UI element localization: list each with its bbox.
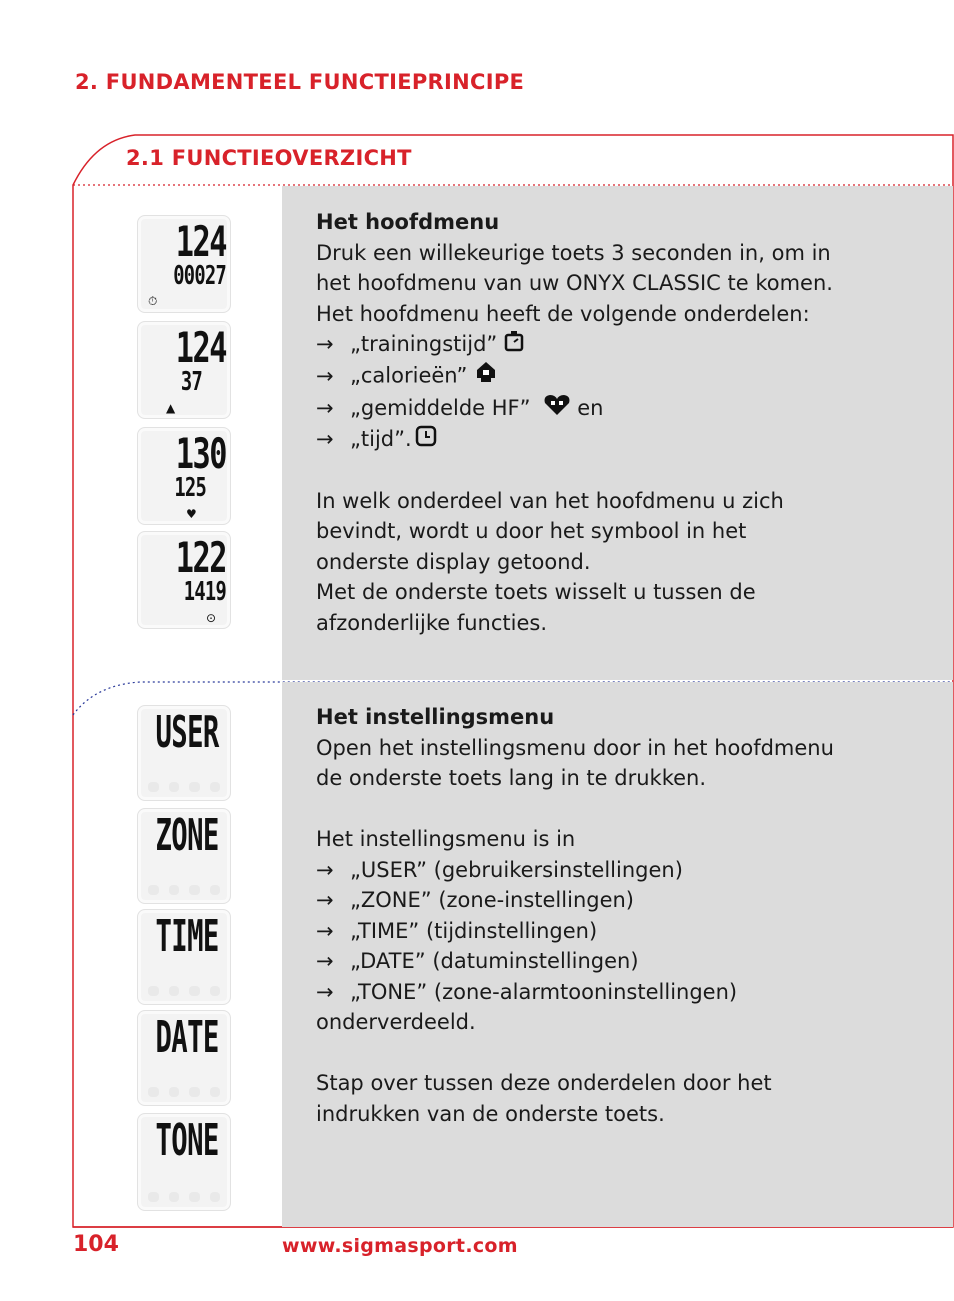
stopwatch-icon (503, 330, 525, 361)
settings-menu-item (316, 946, 876, 977)
settings-menu-item (316, 885, 876, 916)
main-menu-body-line: bevindt, wordt u door het symbool in het (316, 519, 747, 544)
main-menu-body-line: In welk onderdeel van het hoofdmenu u zich (316, 488, 784, 513)
main-menu-body-line: afzonderlijke functies. (316, 610, 547, 635)
display-top-value: 124 (175, 217, 226, 266)
display-segments (148, 1087, 220, 1097)
display-main-time (137, 531, 231, 629)
settings-menu-item-label: „DATE” (datuminstellingen) (350, 949, 639, 973)
main-menu-intro-line: Het hoofdmenu heeft de volgende onderdelen: (316, 301, 810, 326)
display-word: ZONE (155, 810, 219, 861)
display-main-training-time (137, 215, 231, 313)
section-title: 2.1 FUNCTIEOVERZICHT (126, 146, 412, 170)
display-segments (148, 986, 220, 996)
arrow-icon: → (316, 332, 334, 356)
page-number: 104 (73, 1232, 119, 1257)
display-bottom-value: 37 (180, 367, 202, 397)
arrow-icon: → (316, 949, 334, 973)
display-bottom-value: 1419 (183, 577, 226, 607)
main-menu-item (316, 329, 876, 360)
heart-icon (543, 394, 571, 425)
arrow-icon: → (316, 888, 334, 912)
display-settings-date (137, 1010, 231, 1106)
main-menu-text (316, 207, 876, 638)
clock-icon (415, 425, 437, 456)
settings-menu-item-label: „TONE” (zone-alarmtooninstellingen) (350, 979, 738, 1004)
main-menu-item-label: „calorieën” (350, 363, 468, 388)
main-menu-body-line: Met de onderste toets wisselt u tussen de (316, 580, 756, 605)
settings-menu-item-label: „ZONE” (zone-instellingen) (350, 888, 635, 912)
settings-menu-item (316, 977, 876, 1008)
display-settings-tone (137, 1113, 231, 1211)
settings-menu-item-label: „USER” (gebruikersinstellingen) (350, 857, 683, 882)
display-word: DATE (155, 1012, 219, 1063)
arrow-icon: → (316, 979, 334, 1004)
arrow-icon: → (316, 918, 334, 943)
display-main-avg-hr (137, 427, 231, 525)
clock-icon: ⊙ (206, 611, 217, 625)
heart-icon: ♥ (186, 507, 197, 521)
main-menu-item (316, 393, 876, 424)
main-menu-intro-line: Druk een willekeurige toets 3 seconden in, om in (316, 240, 831, 265)
display-segments (148, 782, 220, 792)
main-menu-item (316, 424, 876, 455)
website-link[interactable]: www.sigmasport.com (282, 1235, 518, 1257)
display-bottom-value: 00027 (173, 261, 226, 291)
settings-menu-item (316, 855, 876, 886)
flame-icon (473, 360, 499, 393)
display-settings-zone (137, 808, 231, 904)
arrow-icon: → (316, 395, 334, 420)
main-menu-intro-line: het hoofdmenu van uw ONYX CLASSIC te komen. (316, 271, 833, 295)
stopwatch-icon: ⏱ (148, 294, 158, 308)
main-menu-body-line: onderste display getoond. (316, 549, 591, 574)
settings-menu-body-line: indrukken van de onderste toets. (316, 1101, 665, 1126)
main-menu-item (316, 360, 876, 393)
display-word: TONE (155, 1115, 219, 1166)
display-top-value: 124 (175, 323, 226, 372)
main-menu-item-label: „tijd”. (350, 427, 412, 451)
settings-menu-list-outro: onderverdeeld. (316, 1010, 476, 1034)
display-segments (148, 885, 220, 895)
main-menu-heading: Het hoofdmenu (316, 210, 500, 234)
arrow-icon: → (316, 857, 334, 882)
display-segments (148, 1192, 220, 1202)
settings-menu-list-intro: Het instellingsmenu is in (316, 827, 576, 851)
display-settings-user (137, 705, 231, 801)
display-bottom-value: 125 (174, 473, 206, 503)
main-menu-item-label: „trainingstijd” (350, 332, 498, 356)
display-main-calories (137, 321, 231, 419)
display-word: TIME (155, 911, 219, 962)
display-top-value: 130 (175, 429, 226, 478)
settings-menu-text (316, 702, 876, 1129)
settings-menu-intro-line: de onderste toets lang in te drukken. (316, 766, 707, 790)
flame-icon: ▲ (166, 401, 176, 415)
settings-menu-item (316, 916, 876, 947)
main-menu-item-label: „gemiddelde HF” (350, 395, 531, 420)
settings-menu-item-label: „TIME” (tijdinstellingen) (350, 918, 598, 943)
settings-menu-body-line: Stap over tussen deze onderdelen door het (316, 1071, 772, 1095)
display-settings-time (137, 909, 231, 1005)
display-top-value: 122 (175, 533, 226, 582)
settings-menu-intro-line: Open het instellingsmenu door in het hoofdmenu (316, 735, 834, 760)
arrow-icon: → (316, 427, 334, 451)
arrow-icon: → (316, 363, 334, 388)
display-word: USER (155, 707, 219, 758)
settings-menu-heading: Het instellingsmenu (316, 705, 555, 729)
chapter-title: 2. FUNDAMENTEEL FUNCTIEPRINCIPE (75, 70, 525, 94)
main-menu-item-suffix: en (577, 395, 604, 420)
